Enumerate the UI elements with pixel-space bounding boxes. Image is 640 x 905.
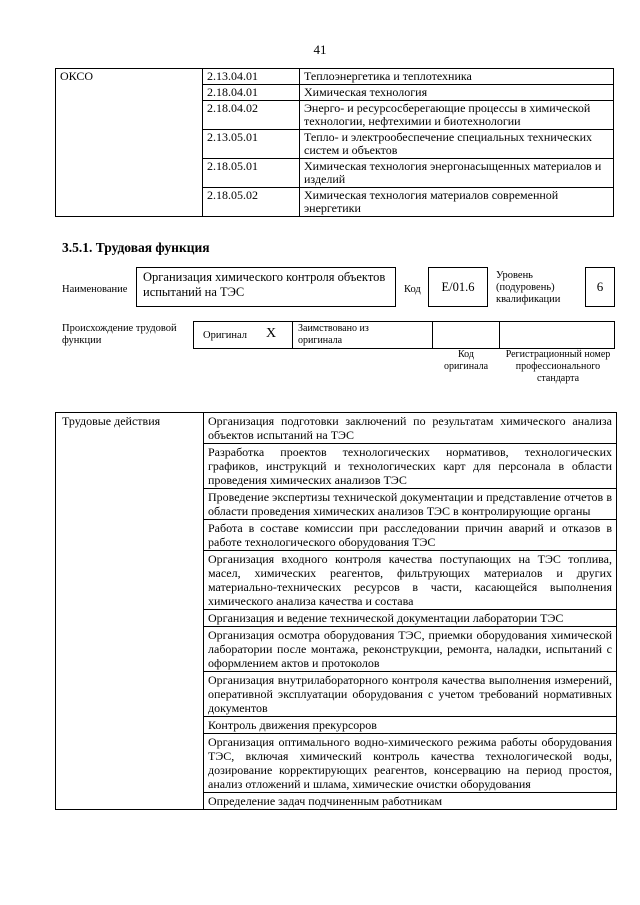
level-label: Уровень (подуровень) квалификации: [496, 270, 561, 305]
okso-code: 2.18.05.02: [203, 188, 300, 217]
action-item: Проведение экспертизы технической документации и представление отчетов в области проведения химических анализов ТЭС в контролирующие органы: [204, 489, 617, 520]
okso-name: Тепло- и электрообеспечение специальных технических систем и объектов: [300, 130, 614, 159]
origin-code-cell: [432, 321, 500, 349]
action-item: Определение задач подчиненным работникам: [204, 793, 617, 810]
code-caption: Код оригинала: [443, 349, 489, 372]
origin-label: Происхождение трудовой функции: [62, 323, 177, 346]
original-label: Оригинал: [203, 330, 247, 341]
borrowed-cell: [292, 321, 433, 349]
action-item: Контроль движения прекурсоров: [204, 717, 617, 734]
table-row: [56, 69, 614, 85]
action-item: Организация входного контроля качества поступающих на ТЭС топлива, масел, химических реагентов, фильтрующих материалов и других материально-технических ресурсов в части, касающейся выполнения химического анализа качества и состава: [204, 551, 617, 610]
actions-table: [55, 412, 617, 810]
action-item: Организация внутрилабораторного контроля качества выполнения измерений, оперативной эксплуатации оборудования с учетом требований нормативных документов: [204, 672, 617, 717]
okso-name: Химическая технология: [300, 85, 614, 101]
okso-code: 2.18.04.02: [203, 101, 300, 130]
level-value: 6: [585, 267, 615, 307]
action-item: Организация подготовки заключений по результатам химического анализа объектов испытаний на ТЭС: [204, 413, 617, 444]
action-item: Разработка проектов технологических нормативов, технологических графиков, инструкций и технологических карт для персонала в области проведения химических анализов ТЭС: [204, 444, 617, 489]
original-cell: [193, 321, 293, 349]
function-name-value: Организация химического контроля объектов испытаний на ТЭС: [136, 267, 396, 307]
okso-name: Теплоэнергетика и теплотехника: [300, 69, 614, 85]
action-item: Организация осмотра оборудования ТЭС, приемки оборудования химической лаборатории после монтажа, реконструкции, ремонта, наладки, испытаний с оформлением актов и протоколов: [204, 627, 617, 672]
action-item: Работа в составе комиссии при расследовании причин аварий и отказов в работе технологического оборудования ТЭС: [204, 520, 617, 551]
origin-reg-cell: [499, 321, 615, 349]
okso-name: Энерго- и ресурсосберегающие процессы в химической технологии, нефтехимии и биотехнологии: [300, 101, 614, 130]
action-item: Организация оптимального водно-химического режима работы оборудования ТЭС, включая химический контроль качества технологической воды, дозирование корректирующих реагентов, консервацию на период простоя, анализ отложений и шлама, химические очистки оборудования: [204, 734, 617, 793]
name-label: Наименование: [62, 284, 128, 295]
original-mark: X: [266, 326, 277, 341]
okso-name: Химическая технология энергонасыщенных материалов и изделий: [300, 159, 614, 188]
reg-caption: Регистрационный номер профессионального стандарта: [505, 349, 611, 384]
section-title: 3.5.1. Трудовая функция: [62, 240, 210, 255]
okso-code: 2.13.04.01: [203, 69, 300, 85]
page-number: 41: [313, 42, 327, 57]
okso-table: [55, 68, 614, 217]
borrowed-label: Заимствовано из оригинала: [298, 323, 369, 346]
okso-label: ОКСО: [56, 69, 203, 217]
action-item: Организация и ведение технической документации лаборатории ТЭС: [204, 610, 617, 627]
okso-code: 2.18.05.01: [203, 159, 300, 188]
okso-code: 2.18.04.01: [203, 85, 300, 101]
function-code-value: E/01.6: [428, 267, 488, 307]
okso-name: Химическая технология материалов современной энергетики: [300, 188, 614, 217]
code-label: Код: [404, 284, 421, 295]
table-row: [56, 413, 617, 444]
actions-label: Трудовые действия: [56, 413, 204, 810]
okso-code: 2.13.05.01: [203, 130, 300, 159]
